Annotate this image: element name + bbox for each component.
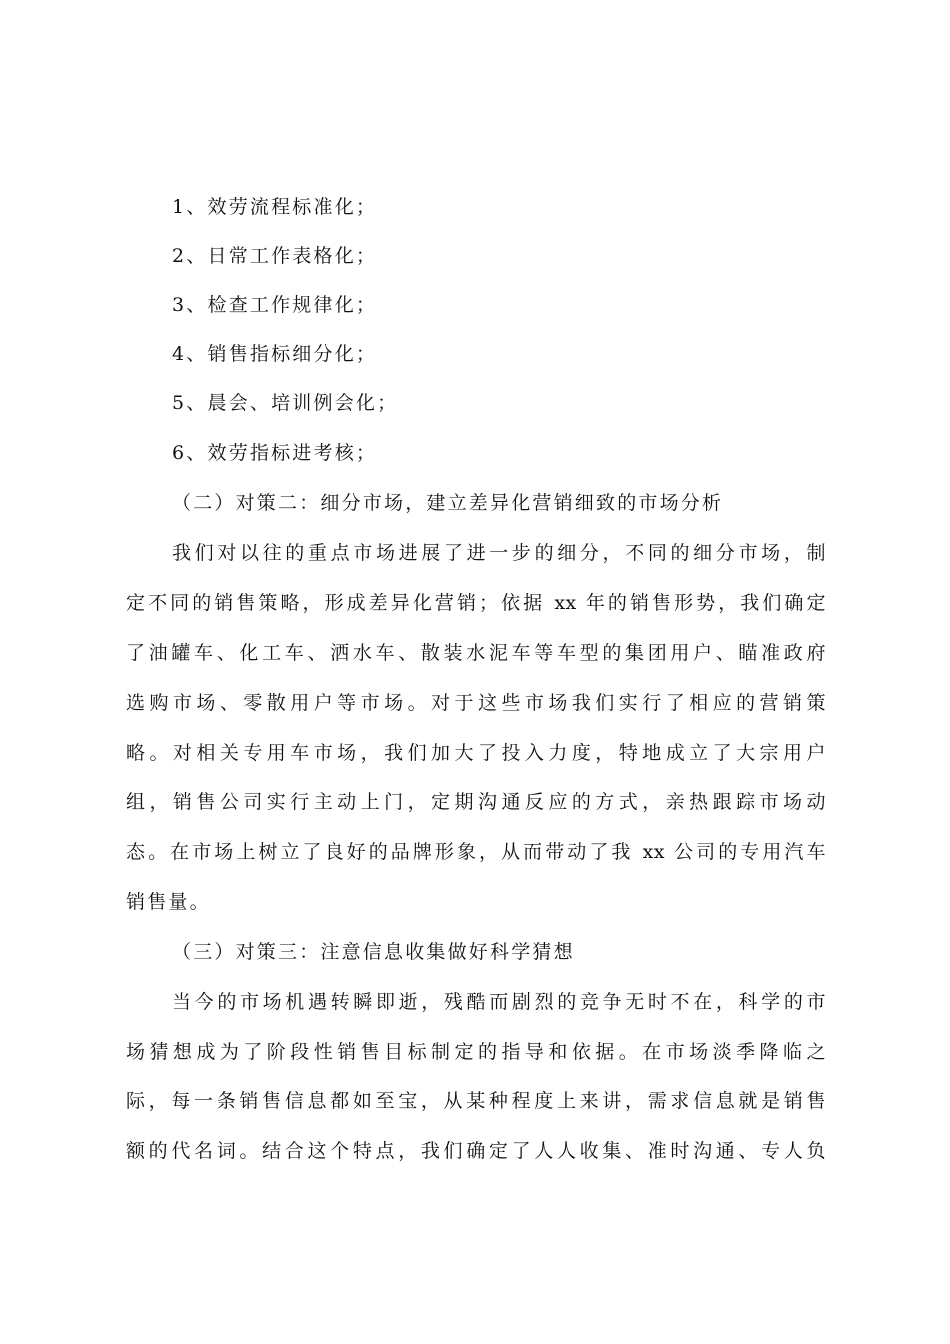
paragraph-line: 我们对以往的重点市场进展了进一步的细分，不同的细分市场，制 [172,542,826,564]
paragraph-line: 态。在市场上树立了良好的品牌形象，从而带动了我 xx 公司的专用汽车 [126,841,826,863]
paragraph-line: 定不同的销售策略，形成差异化营销；依据 xx 年的销售形势，我们确定 [126,592,826,614]
paragraph-line: 际，每一条销售信息都如至宝，从某种程度上来讲，需求信息就是销售 [126,1090,826,1112]
paragraph-line: 场猜想成为了阶段性销售目标制定的指导和依据。在市场淡季降临之 [126,1041,826,1063]
list-item: 2、日常工作表格化； [172,245,378,267]
paragraph-line: 额的代名词。结合这个特点，我们确定了人人收集、准时沟通、专人负 [126,1140,826,1162]
list-item: 6、效劳指标进考核； [172,442,378,464]
list-item: 3、检查工作规律化； [172,294,378,316]
list-item: 5、晨会、培训例会化； [172,392,399,414]
list-item: 1、效劳流程标准化； [172,196,378,218]
paragraph-line: 了油罐车、化工车、洒水车、散装水泥车等车型的集团用户、瞄准政府 [126,642,826,664]
section-heading-2: （二）对策二：细分市场，建立差异化营销细致的市场分析 [172,492,724,514]
paragraph-line: 略。对相关专用车市场，我们加大了投入力度，特地成立了大宗用户 [126,742,826,764]
paragraph-line: 组，销售公司实行主动上门，定期沟通反应的方式，亲热跟踪市场动 [126,791,826,813]
paragraph-line: 选购市场、零散用户等市场。对于这些市场我们实行了相应的营销策 [126,692,826,714]
list-item: 4、销售指标细分化； [172,343,378,365]
paragraph-line: 当今的市场机遇转瞬即逝，残酷而剧烈的竞争无时不在，科学的市 [172,991,826,1013]
section-heading-3: （三）对策三：注意信息收集做好科学猜想 [172,941,575,963]
paragraph-line: 销售量。 [126,891,211,913]
